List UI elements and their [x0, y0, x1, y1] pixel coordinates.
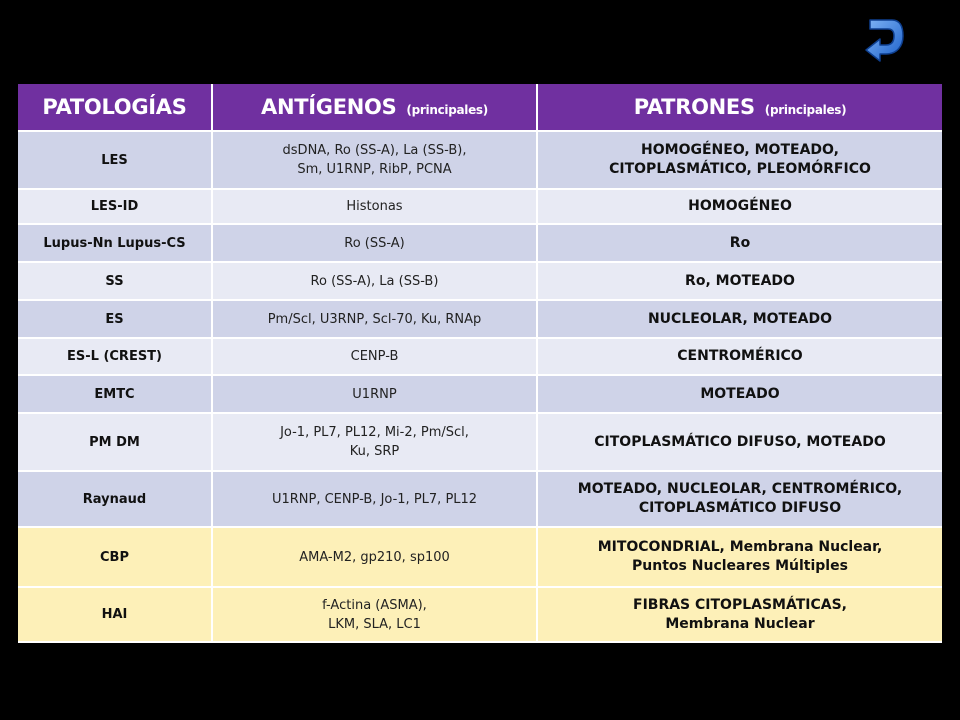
patterns-cell — [537, 413, 942, 471]
antigens-cell — [212, 338, 537, 375]
antigens-cell — [212, 375, 537, 413]
antigens-cell — [212, 262, 537, 300]
antigens-line: U1RNP, CENP-B, Jo-1, PL7, PL12 — [271, 491, 478, 507]
table-row — [18, 413, 942, 471]
antigens-line: Ro (SS-A) — [344, 235, 405, 251]
pathology-cell: HAI — [18, 587, 212, 642]
patterns-line: HOMOGÉNEO — [688, 198, 792, 214]
patterns-cell — [537, 131, 942, 189]
patterns-cell — [537, 338, 942, 375]
antigens-cell — [212, 471, 537, 527]
antigens-cell — [212, 587, 537, 642]
pathology-cell: LES-ID — [18, 189, 212, 224]
patterns-cell — [537, 527, 942, 587]
autoantibody-patterns-table — [18, 84, 942, 643]
antigens-line: Sm, U1RNP, RibP, PCNA — [297, 162, 452, 177]
patterns-line: CITOPLASMÁTICO DIFUSO, MOTEADO — [594, 433, 886, 450]
table-row — [18, 471, 942, 527]
patterns-line: MOTEADO, NUCLEOLAR, CENTROMÉRICO, — [577, 481, 903, 497]
patterns-line: MOTEADO — [700, 385, 780, 402]
pathology-cell: SS — [18, 262, 212, 300]
antigens-cell — [212, 527, 537, 587]
antigens-line: AMA-M2, gp210, sp100 — [299, 549, 450, 565]
patterns-table-container — [18, 84, 942, 643]
antigens-line: Ro (SS-A), La (SS-B) — [310, 273, 439, 289]
pathology-cell: PM DM — [18, 413, 212, 471]
header-antigens: ANTÍGENOS (principales) — [212, 84, 537, 131]
pathology-cell: ES-L (CREST) — [18, 338, 212, 375]
antigens-line: Ku, SRP — [349, 444, 400, 459]
patterns-cell — [537, 262, 942, 300]
antigens-line: U1RNP — [352, 386, 397, 402]
pathology-cell: EMTC — [18, 375, 212, 413]
antigens-line: LKM, SLA, LC1 — [328, 616, 421, 632]
table-row — [18, 338, 942, 375]
patterns-cell — [537, 587, 942, 642]
antigens-cell — [212, 189, 537, 224]
pathology-cell: LES — [18, 131, 212, 189]
patterns-line: NUCLEOLAR, MOTEADO — [647, 310, 833, 327]
header-patterns: PATRONES (principales) — [537, 84, 942, 131]
antigens-cell — [212, 300, 537, 338]
table-row — [18, 131, 942, 189]
patterns-line: Ro — [729, 234, 751, 251]
table-row — [18, 189, 942, 224]
return-arrow-icon — [862, 14, 908, 64]
patterns-line: Membrana Nuclear — [665, 615, 815, 632]
table-row — [18, 587, 942, 642]
antigens-line: Pm/Scl, U3RNP, Scl-70, Ku, RNAp — [267, 311, 482, 327]
antigens-line: Jo-1, PL7, PL12, Mi-2, Pm/Scl, — [280, 425, 469, 440]
antigens-cell — [212, 224, 537, 262]
patterns-cell — [537, 471, 942, 527]
pathology-cell: CBP — [18, 527, 212, 587]
patterns-line: HOMOGÉNEO, MOTEADO, — [641, 142, 839, 158]
antigens-line: dsDNA, Ro (SS-A), La (SS-B), — [282, 143, 467, 158]
antigens-cell — [212, 131, 537, 189]
patterns-line: FIBRAS CITOPLASMÁTICAS, — [633, 596, 847, 613]
antigens-line: f-Actina (ASMA), — [322, 597, 427, 613]
table-row — [18, 527, 942, 587]
antigens-line: Histonas — [346, 199, 403, 214]
patterns-line: CITOPLASMÁTICO, PLEOMÓRFICO — [609, 161, 871, 177]
patterns-line: CENTROMÉRICO — [677, 348, 803, 364]
table-row — [18, 262, 942, 300]
table-row — [18, 300, 942, 338]
patterns-line: Puntos Nucleares Múltiples — [632, 558, 848, 574]
table-header-row — [18, 84, 942, 131]
pathology-cell: Raynaud — [18, 471, 212, 527]
antigens-cell — [212, 413, 537, 471]
antigens-line: CENP-B — [350, 349, 399, 364]
pathology-cell: ES — [18, 300, 212, 338]
patterns-cell — [537, 375, 942, 413]
header-antigens-sub: (principales) — [406, 103, 488, 117]
table-row — [18, 224, 942, 262]
pathology-cell: Lupus-Nn Lupus-CS — [18, 224, 212, 262]
patterns-cell — [537, 224, 942, 262]
patterns-cell — [537, 189, 942, 224]
patterns-line: Ro, MOTEADO — [685, 272, 795, 289]
back-button[interactable] — [862, 14, 908, 64]
header-patterns-sub: (principales) — [764, 103, 847, 117]
patterns-cell — [537, 300, 942, 338]
header-pathologies: PATOLOGÍAS — [18, 84, 212, 131]
patterns-line: CITOPLASMÁTICO DIFUSO — [638, 500, 842, 516]
table-row — [18, 375, 942, 413]
patterns-line: MITOCONDRIAL, Membrana Nuclear, — [597, 539, 883, 555]
